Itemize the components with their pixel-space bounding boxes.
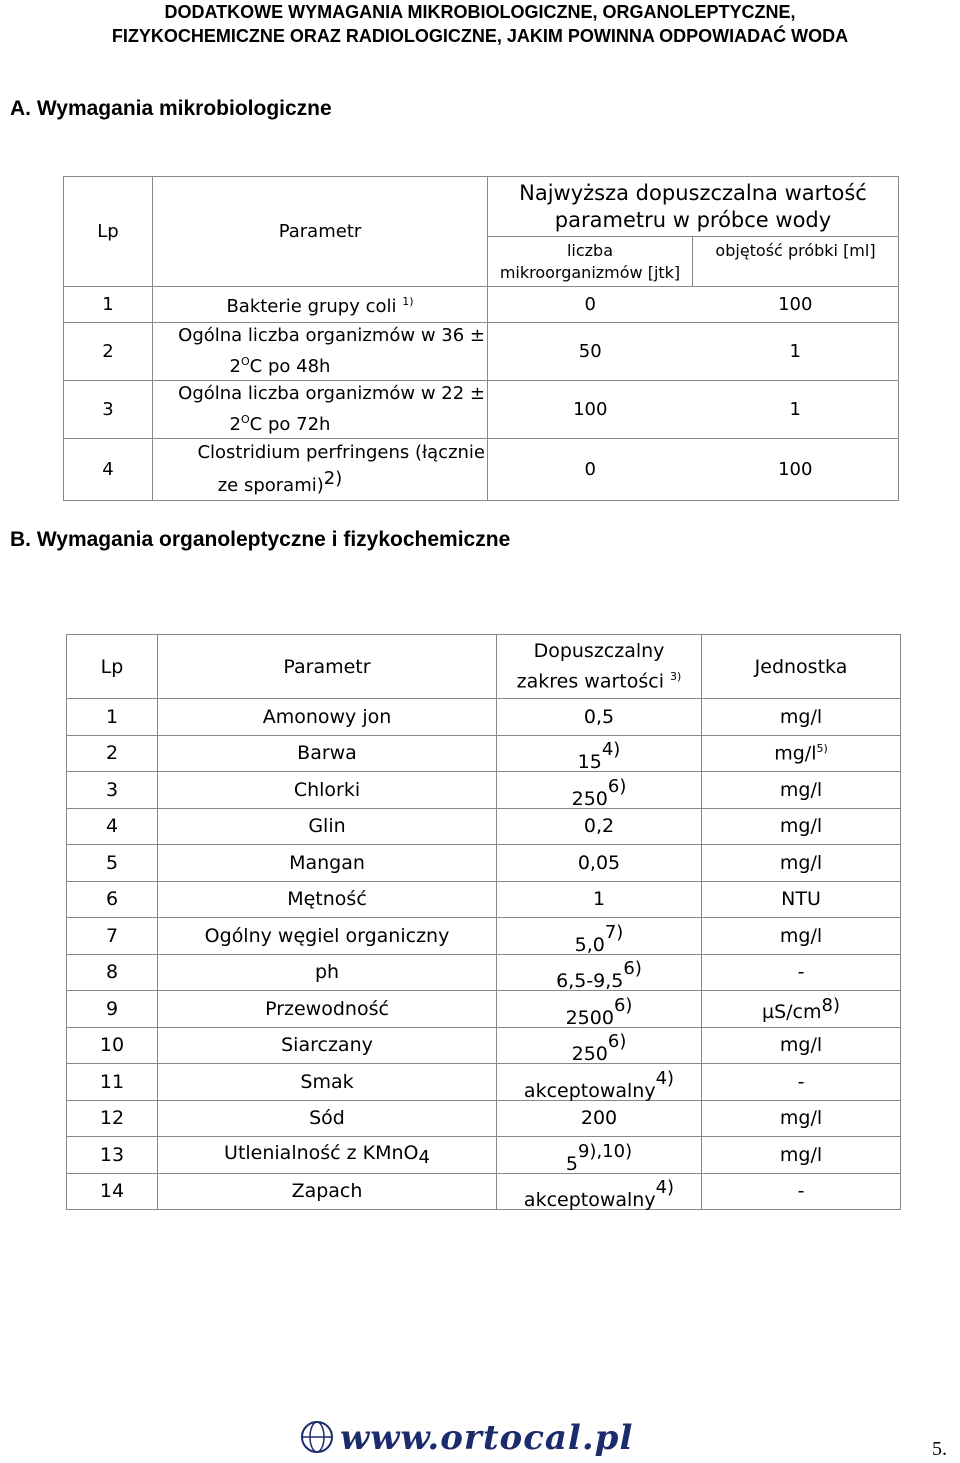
row-value: 2506)	[497, 1027, 702, 1064]
row-unit: $\mu S/cm^{8)}$	[702, 991, 901, 1028]
row-lp: 13	[67, 1137, 158, 1174]
parameter-line2: ze sporami)$^{2)}$	[217, 468, 343, 496]
row-volume: 1	[693, 381, 899, 439]
row-parameter: Barwa	[158, 735, 497, 772]
row-unit: mg/l	[702, 1100, 901, 1137]
row-count: 50	[488, 323, 693, 381]
row-lp: 11	[67, 1064, 158, 1101]
row-lp: 4	[64, 439, 153, 501]
table-row	[67, 954, 901, 991]
table-row	[67, 918, 901, 955]
section-b-heading: B. Wymagania organoleptyczne i fizykochemiczne	[10, 528, 511, 551]
row-value: 154)	[497, 735, 702, 772]
row-lp: 3	[67, 772, 158, 809]
row-parameter: Utlenialność z KMnO4	[158, 1137, 497, 1174]
row-value: 5,07)	[497, 918, 702, 955]
row-unit: mg/l	[702, 1137, 901, 1174]
title-line-2: FIZYKOCHEMICZNE ORAZ RADIOLOGICZNE, JAKIM POWINNA ODPOWIADAĆ WODA	[111, 26, 849, 46]
row-unit: mg/l	[702, 772, 901, 809]
row-unit: mg/l	[702, 845, 901, 882]
row-lp: 14	[67, 1173, 158, 1210]
row-parameter: Siarczany	[158, 1027, 497, 1064]
table-row	[67, 1100, 901, 1137]
row-parameter: Mętność	[158, 881, 497, 918]
footnote-ref: O	[241, 355, 250, 368]
parameter-text: Bakterie grupy coli	[226, 296, 403, 317]
organoleptic-table	[66, 634, 901, 1210]
table-row	[67, 1137, 901, 1174]
row-lp: 10	[67, 1027, 158, 1064]
row-parameter: Glin	[158, 808, 497, 845]
table-row	[64, 323, 899, 381]
website-link[interactable]: www.ortocal.pl	[340, 1418, 634, 1458]
row-lp: 5	[67, 845, 158, 882]
footnote-ref: 7)	[604, 921, 624, 943]
header-lp-b: Lp	[67, 635, 158, 699]
header-max-line1: Najwyższa dopuszczalna wartość	[519, 180, 867, 205]
row-unit: -	[702, 1064, 901, 1101]
row-lp: 7	[67, 918, 158, 955]
table-row	[64, 381, 899, 439]
header-count	[488, 237, 693, 287]
row-lp: 12	[67, 1100, 158, 1137]
row-lp: 3	[64, 381, 153, 439]
footnote-ref: 4)	[601, 739, 621, 761]
header-count-line1: liczba	[566, 240, 614, 260]
row-unit: mg/l	[702, 1027, 901, 1064]
row-parameter: Sód	[158, 1100, 497, 1137]
row-unit: mg/l	[702, 699, 901, 736]
row-value: 0,5	[497, 699, 702, 736]
row-value: 200	[497, 1100, 702, 1137]
row-value: akceptowalny4)	[497, 1173, 702, 1210]
table-row	[64, 287, 899, 323]
title-line-1: DODATKOWE WYMAGANIA MIKROBIOLOGICZNE, ORGANOLEPTYCZNE,	[164, 2, 796, 22]
table-row	[64, 439, 899, 501]
row-parameter	[153, 381, 488, 439]
row-volume: 100	[693, 287, 899, 323]
row-parameter: Zapach	[158, 1173, 497, 1210]
row-value: 25006)	[497, 991, 702, 1028]
header-parameter-b: Parametr	[158, 635, 497, 699]
table-row	[67, 991, 901, 1028]
row-lp: 2	[67, 735, 158, 772]
table-row	[67, 845, 901, 882]
row-unit: NTU	[702, 881, 901, 918]
row-volume: 1	[693, 323, 899, 381]
header-lp: Lp	[64, 177, 153, 287]
row-lp: 2	[64, 323, 153, 381]
row-unit: -	[702, 954, 901, 991]
row-lp: 1	[67, 699, 158, 736]
footnote-ref: 5)	[816, 742, 828, 756]
header-range-line2: zakres wartości $^{3)}$	[516, 670, 682, 693]
header-max-line2: parametru w próbce wody	[554, 207, 832, 232]
row-lp: 1	[64, 287, 153, 323]
table-row	[67, 1064, 901, 1101]
row-parameter: Mangan	[158, 845, 497, 882]
header-volume: objętość próbki [ml]	[693, 237, 899, 287]
row-volume: 100	[693, 439, 899, 501]
row-value: 1	[497, 881, 702, 918]
header-parameter: Parametr	[153, 177, 488, 287]
table-row	[67, 1027, 901, 1064]
row-unit: -	[702, 1173, 901, 1210]
row-value: 6,5-9,56)	[497, 954, 702, 991]
globe-icon	[300, 1420, 334, 1454]
row-value: akceptowalny4)	[497, 1064, 702, 1101]
row-parameter: Smak	[158, 1064, 497, 1101]
section-a-heading: A. Wymagania mikrobiologiczne	[10, 97, 332, 120]
parameter-line1: Ogólna liczba organizmów w 22 ±	[178, 383, 485, 404]
footnote-ref: 8)	[821, 994, 840, 1016]
header-count-line2: mikroorganizmów [jtk]	[499, 262, 681, 282]
header-max-value	[488, 177, 899, 237]
row-parameter: Ogólny węgiel organiczny	[158, 918, 497, 955]
page-number: 5.	[932, 1438, 947, 1460]
row-parameter	[153, 287, 488, 323]
footnote-ref: 4)	[655, 1177, 675, 1199]
row-unit: mg/l	[702, 918, 901, 955]
row-count: 0	[488, 287, 693, 323]
footnote-ref: 1)	[402, 295, 414, 308]
row-value: 0,05	[497, 845, 702, 882]
row-count: 100	[488, 381, 693, 439]
microbiological-table	[63, 176, 899, 501]
table-row	[67, 881, 901, 918]
footnote-ref: O	[241, 413, 250, 426]
footnote-ref: 9),10)	[577, 1140, 633, 1162]
row-parameter: ph	[158, 954, 497, 991]
table-row	[67, 735, 901, 772]
row-unit: $mg/l^{5)}$	[702, 735, 901, 772]
row-unit: mg/l	[702, 808, 901, 845]
row-lp: 4	[67, 808, 158, 845]
footnote-ref: 6)	[623, 958, 642, 980]
table-row	[67, 699, 901, 736]
table-row	[67, 808, 901, 845]
row-value: 2506)	[497, 772, 702, 809]
row-value: 59),10)	[497, 1137, 702, 1174]
parameter-line2: $2^OC$ po 72h	[229, 413, 331, 435]
footnote-ref: 6)	[607, 775, 627, 797]
header-range-line1: Dopuszczalny	[533, 640, 665, 663]
parameter-line2: $2^OC$ po 48h	[229, 355, 331, 377]
row-lp: 9	[67, 991, 158, 1028]
row-value: 0,2	[497, 808, 702, 845]
row-parameter	[153, 439, 488, 501]
row-count: 0	[488, 439, 693, 501]
row-lp: 6	[67, 881, 158, 918]
footnote-ref: 6)	[607, 1031, 627, 1053]
parameter-line1: Clostridium perfringens (łącznie	[197, 442, 485, 463]
table-row	[67, 772, 901, 809]
subscript: 4	[418, 1146, 430, 1168]
row-parameter: Chlorki	[158, 772, 497, 809]
parameter-line1: Ogólna liczba organizmów w 36 ±	[178, 325, 485, 346]
footnote-ref: 2)	[323, 468, 343, 489]
row-parameter: Amonowy jon	[158, 699, 497, 736]
footnote-ref: 6)	[613, 994, 633, 1016]
row-parameter: Przewodność	[158, 991, 497, 1028]
row-parameter	[153, 323, 488, 381]
header-range	[497, 635, 702, 699]
footnote-ref: 4)	[655, 1067, 675, 1089]
table-row	[67, 1173, 901, 1210]
header-unit: Jednostka	[702, 635, 901, 699]
row-lp: 8	[67, 954, 158, 991]
